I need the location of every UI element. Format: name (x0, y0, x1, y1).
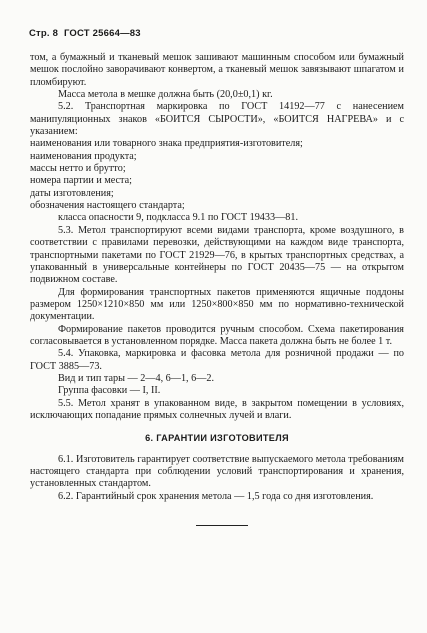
paragraph: номера партии и места; (30, 175, 132, 187)
section-6-title: 6. ГАРАНТИИ ИЗГОТОВИТЕЛЯ (145, 433, 289, 444)
paragraph: 5.3. Метол транспортируют всеми видами транспорта, кроме воздушного, в соответствии с правилами перевозки, действующими на каждом виде транспорта, транспортными пакетами по ГОСТ 21929—76, в крытых транспортных средствах, а упакованный в универсальные контейнеры по ГОСТ 20435—75 — на открытом подвижном составе. (30, 224, 404, 286)
paragraph: класса опасности 9, подкласса 9.1 по ГОСТ 19433—81. (58, 212, 299, 224)
paragraph: Вид и тип тары — 2—4, 6—1, 6—2. (58, 372, 215, 384)
document-body (30, 52, 404, 526)
paragraph: Группа фасовки — I, II. (58, 385, 161, 397)
section-6-text (30, 454, 404, 503)
paragraph: 5.5. Метол хранят в упакованном виде, в закрытом помещении в условиях, исключающих попадание прямых солнечных лучей и влаги. (30, 397, 404, 421)
paragraph: даты изготовления; (30, 187, 114, 199)
paragraph: наименования или товарного знака предприятия-изготовителя; (30, 138, 303, 150)
paragraph: 6.1. Изготовитель гарантирует соответствие выпускаемого метола требованиям настоящего стандарта при соблюдении условий транспортирования и хранения, установленных стандартом. (30, 453, 404, 490)
paragraph: наименования продукта; (30, 150, 137, 162)
paragraph: 5.4. Упаковка, маркировка и фасовка метола для розничной продажи — по ГОСТ 3885—73. (30, 348, 404, 372)
standard-designation: ГОСТ 25664—83 (63, 28, 141, 39)
paragraph: Масса метола в мешке должна быть (20,0±0,1) кг. (58, 89, 273, 101)
paragraph: 6.2. Гарантийный срок хранения метола — 1,5 года со дня изготовления. (58, 490, 374, 502)
paragraph: обозначения настоящего стандарта; (30, 200, 185, 212)
end-rule (196, 525, 248, 526)
paragraph: массы нетто и брутто; (30, 163, 126, 175)
paragraph: Формирование пакетов проводится ручным способом. Схема пакетирования согласовывается в установленном порядке. Масса пакета должна быть не более 1 т. (30, 323, 404, 347)
paragraph: Для формирования транспортных пакетов применяются ящичные поддоны размером 1250×1210×850 мм или 1250×800×850 мм по нормативно-технической документации. (30, 286, 404, 323)
page-header (29, 28, 141, 39)
paragraph: 5.2. Транспортная маркировка по ГОСТ 14192—77 с нанесением манипуляционных знаков «БОИТСЯ СЫРОСТИ», «БОИТСЯ НАГРЕВА» и с указанием: (30, 101, 404, 138)
section-5-text (30, 52, 404, 422)
paragraph: том, а бумажный и тканевый мешок зашивают машинным способом или бумажный мешок послойно заворачивают конвертом, а тканевый мешок завязывают шпагатом и пломбируют. (30, 52, 404, 88)
page-number: Стр. 8 (29, 28, 59, 39)
